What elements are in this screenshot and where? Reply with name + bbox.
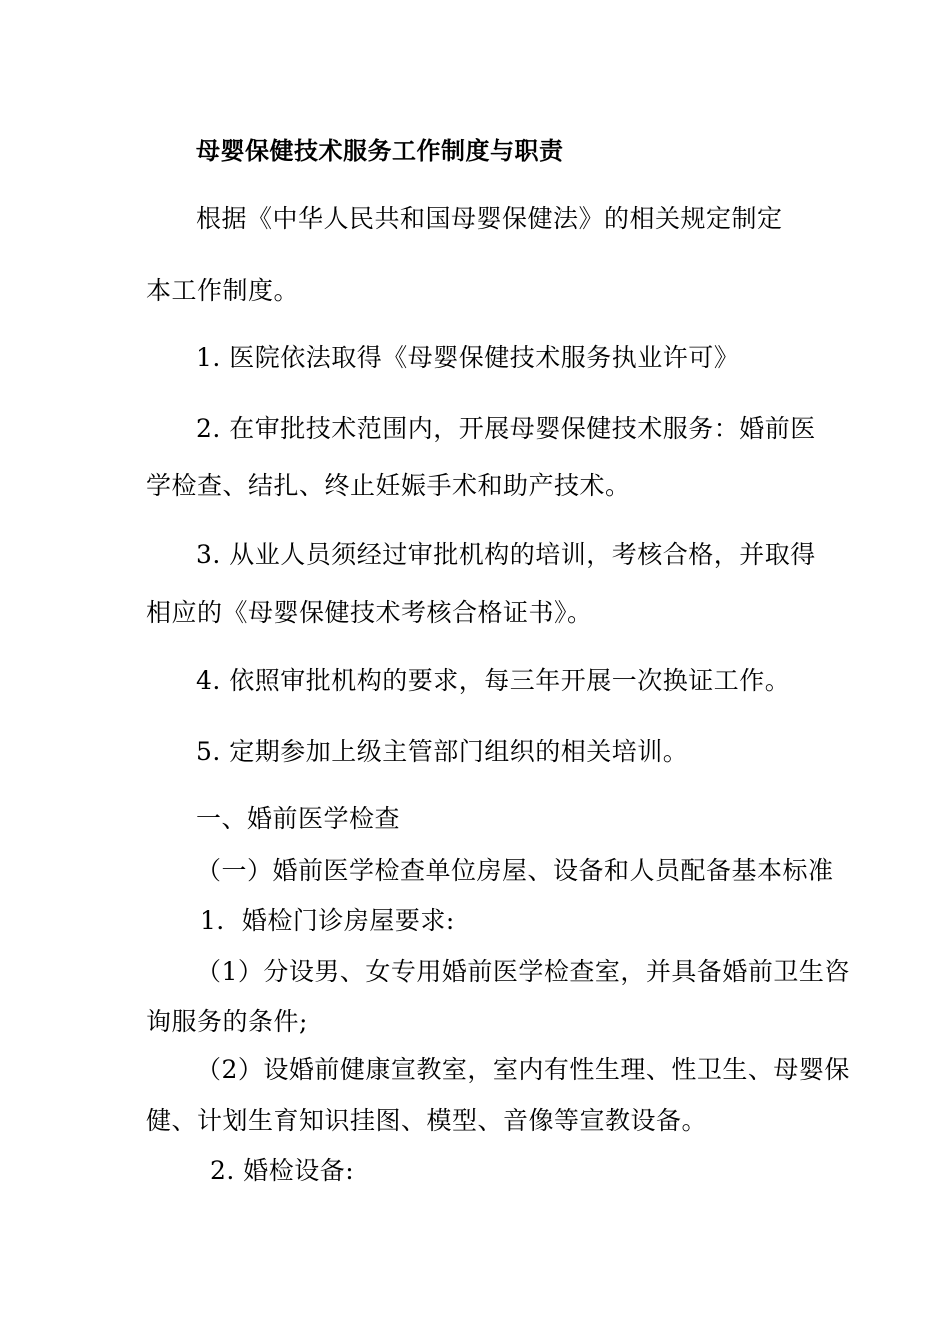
- item-2-line-1: 2. 在审批技术范围内，开展母婴保健技术服务：婚前医: [196, 414, 816, 443]
- intro-line-2: 本工作制度。: [146, 276, 300, 305]
- section-1-point-1b-line-2: 健、计划生育知识挂图、模型、音像等宣教设备。: [146, 1106, 708, 1135]
- section-1-subheading: （一）婚前医学检查单位房屋、设备和人员配备基本标准: [196, 856, 834, 885]
- section-1-heading: 一、婚前医学检查: [196, 804, 401, 833]
- section-1-point-1b-line-1: （2）设婚前健康宣教室，室内有性生理、性卫生、母婴保: [196, 1055, 850, 1084]
- section-1-point-1a-line-1: （1）分设男、女专用婚前医学检查室，并具备婚前卫生咨: [196, 957, 850, 986]
- item-1: 1. 医院依法取得《母婴保健技术服务执业许可》: [196, 343, 740, 372]
- item-3-line-1: 3. 从业人员须经过审批机构的培训，考核合格，并取得: [196, 540, 816, 569]
- section-1-point-1: 1．婚检门诊房屋要求:: [200, 906, 455, 935]
- section-1-point-1a-line-2: 询服务的条件;: [146, 1007, 308, 1036]
- item-5: 5. 定期参加上级主管部门组织的相关培训。: [196, 737, 689, 766]
- intro-line-1: 根据《中华人民共和国母婴保健法》的相关规定制定: [196, 204, 783, 233]
- item-3-line-2: 相应的《母婴保健技术考核合格证书》。: [146, 598, 593, 627]
- section-1-point-2: 2. 婚检设备:: [210, 1156, 355, 1185]
- document-title: 母婴保健技术服务工作制度与职责: [196, 137, 564, 165]
- item-2-line-2: 学检查、结扎、终止妊娠手术和助产技术。: [146, 471, 631, 500]
- item-4: 4. 依照审批机构的要求，每三年开展一次换证工作。: [196, 666, 791, 695]
